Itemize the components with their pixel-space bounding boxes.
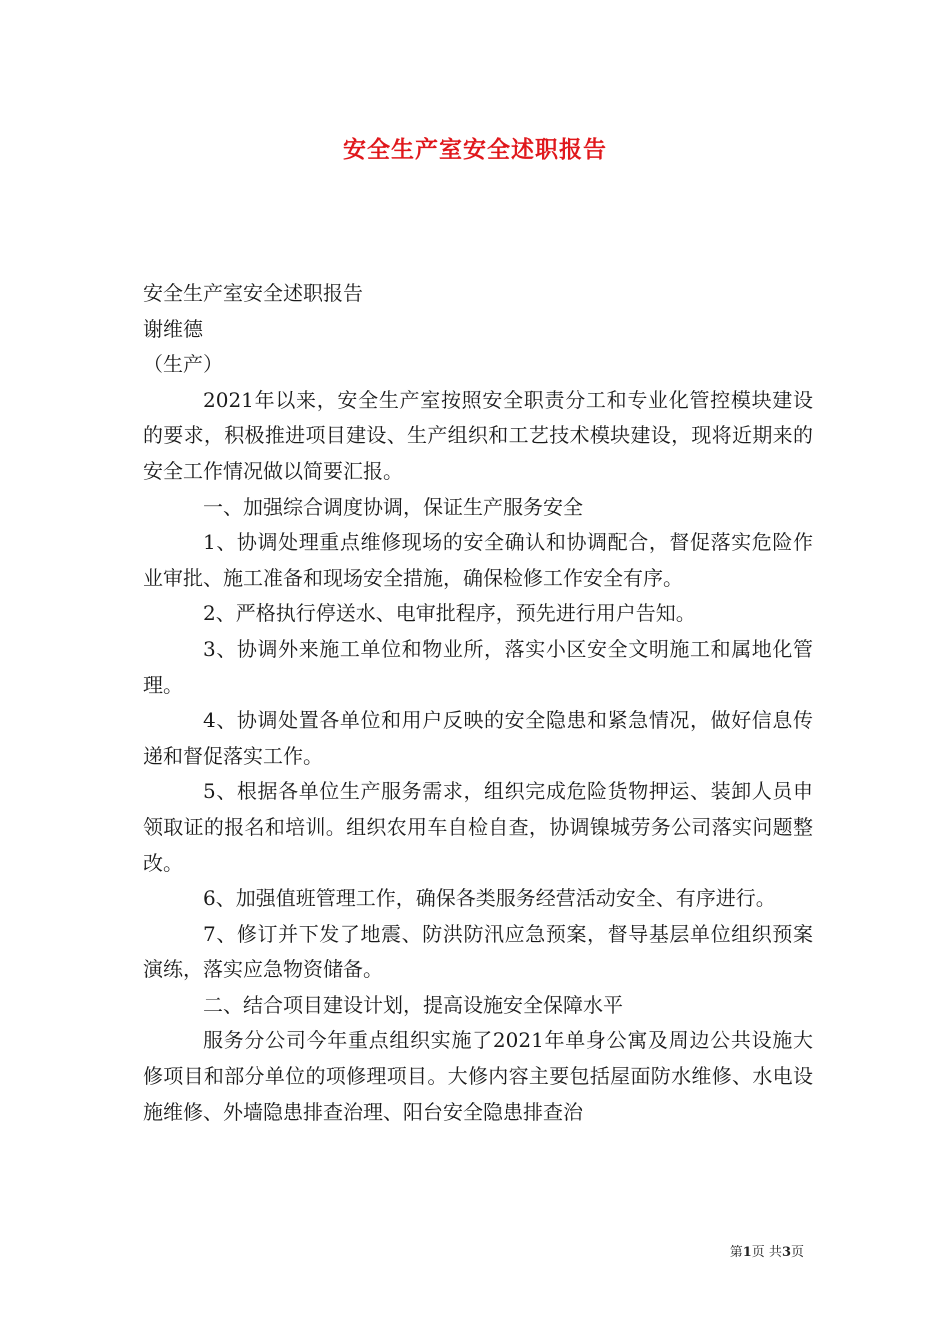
list-item-3: 3、协调外来施工单位和物业所，落实小区安全文明施工和属地化管理。: [143, 636, 813, 697]
document-title: 安全生产室安全述职报告: [343, 136, 607, 163]
list-item-4: 4、协调处置各单位和用户反映的安全隐患和紧急情况，做好信息传递和督促落实工作。: [143, 708, 813, 768]
list-item-5: 5、根据各单位生产服务需求，组织完成危险货物押运、装卸人员申领取证的报名和培训。组织农用车自检自查，协调镍城劳务公司落实问题整改。: [143, 779, 813, 875]
report-author: 谢维德: [143, 316, 203, 341]
footer-current-page: 1: [742, 1245, 752, 1260]
page-number-footer: [730, 1244, 804, 1262]
list-item-6: 6、加强值班管理工作，确保各类服务经营活动安全、有序进行。: [203, 886, 776, 911]
footer-total-pages: 3: [781, 1245, 791, 1260]
paragraph-intro: 2021年以来，安全生产室按照安全职责分工和专业化管控模块建设的要求，积极推进项目建设、生产组织和工艺技术模块建设，现将近期来的安全工作情况做以简要汇报。: [143, 387, 813, 483]
list-item-7: 7、修订并下发了地震、防洪防汛应急预案，督导基层单位组织预案演练，落实应急物资储备。: [143, 921, 813, 982]
section-heading-2: 二、结合项目建设计划，提高设施安全保障水平: [203, 992, 623, 1017]
footer-prefix: 第: [729, 1245, 743, 1260]
footer-suffix: 页: [790, 1245, 804, 1260]
report-department: （生产）: [143, 352, 223, 377]
list-item-1: 1、协调处理重点维修现场的安全确认和协调配合，督促落实危险作业审批、施工准备和现场安全措施，确保检修工作安全有序。: [143, 530, 813, 590]
paragraph-section-2: 服务分公司今年重点组织实施了2021年单身公寓及周边公共设施大修项目和部分单位的项修理项目。大修内容主要包括屋面防水维修、水电设施维修、外墙隐患排查治理、阳台安全隐患排查治: [143, 1028, 813, 1124]
footer-middle: 页 共: [751, 1245, 782, 1260]
document-body: [143, 276, 813, 1130]
report-heading: 安全生产室安全述职报告: [143, 281, 363, 305]
section-heading-1: 一、加强综合调度协调，保证生产服务安全: [203, 494, 583, 519]
list-item-2: 2、严格执行停送水、电审批程序，预先进行用户告知。: [203, 601, 696, 626]
